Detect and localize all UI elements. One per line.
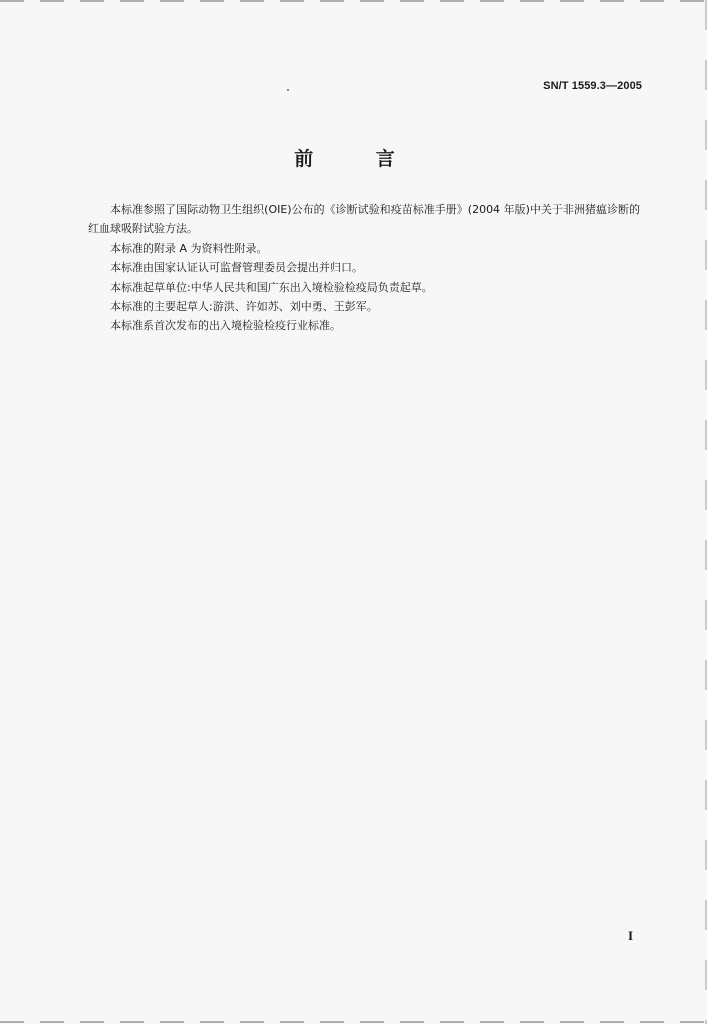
foreword-paragraph: 本标准参照了国际动物卫生组织(OIE)公布的《诊断试验和疫苗标准手册》(2004 年版)中关于非洲猪瘟诊断的红血球吸附试验方法。 — [88, 203, 640, 236]
scan-speck — [287, 89, 289, 91]
scan-edge-top — [0, 0, 707, 2]
foreword-paragraph: 本标准的附录 A 为资料性附录。 — [110, 241, 268, 255]
scan-edge-bottom — [0, 1021, 707, 1023]
foreword-paragraph: 本标准由国家认证认可监督管理委员会提出并归口。 — [110, 261, 363, 275]
foreword-paragraph: 本标准系首次发布的出入境检验检疫行业标准。 — [110, 319, 341, 333]
foreword-body — [88, 200, 640, 336]
foreword-paragraph: 本标准起草单位:中华人民共和国广东出入境检验检疫局负责起草。 — [110, 280, 433, 294]
foreword-paragraph: 本标准的主要起草人:游洪、许如苏、刘中勇、王彭军。 — [110, 300, 378, 314]
page-number: I — [627, 928, 633, 943]
standard-number: SN/T 1559.3—2005 — [543, 80, 642, 92]
page-title: 前 言 — [294, 148, 423, 170]
